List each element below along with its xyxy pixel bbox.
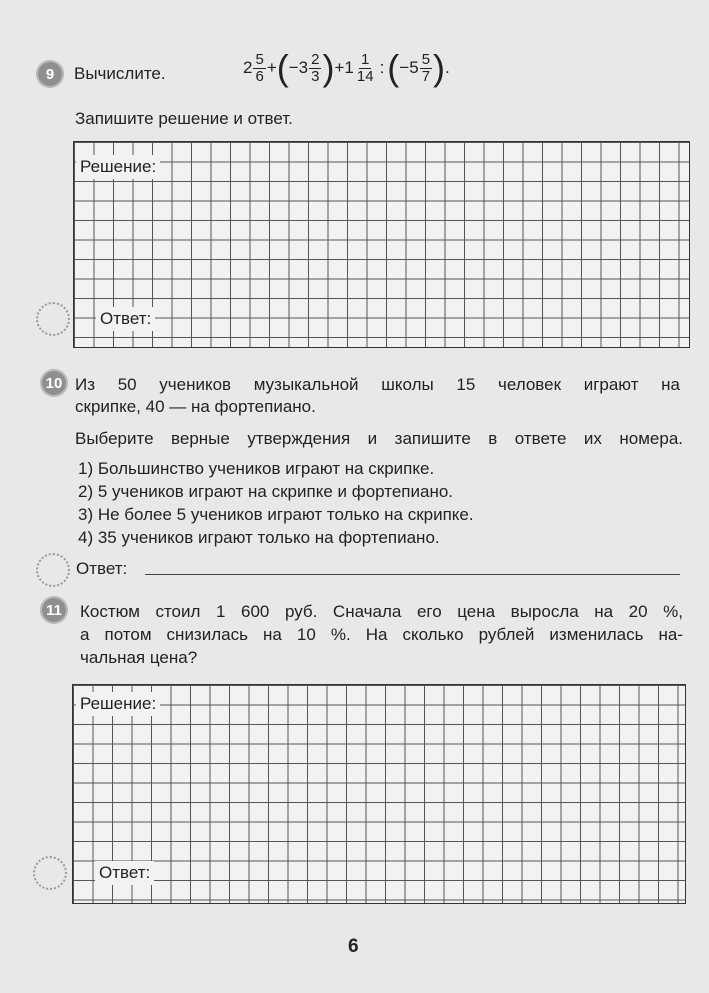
task-9-solution-label: Решение: bbox=[76, 155, 160, 179]
expr-whole-1: 2 bbox=[243, 58, 253, 77]
task-10-option-3: 3) Не более 5 учеников играют только на скрипке. bbox=[78, 505, 474, 524]
task-9-score-circle bbox=[36, 302, 70, 336]
expr-colon: : bbox=[379, 58, 385, 77]
task-10-option-1: 1) Большинство учеников играют на скрипке. bbox=[78, 459, 435, 478]
expr-fraction-1: $\frac{5}{6}$ bbox=[255, 50, 264, 85]
task-9-prompt: Вычислите. bbox=[74, 64, 166, 83]
task-10-number-badge: 10 bbox=[40, 369, 68, 397]
expr-plus-2: +1 bbox=[334, 58, 354, 77]
page-number: 6 bbox=[348, 936, 359, 957]
task-11-solution-grid[interactable] bbox=[72, 684, 686, 904]
task-11-solution-label: Решение: bbox=[76, 692, 160, 716]
task-10-instruction: Выберите верные утверждения и запишите в ответе их номера. bbox=[75, 429, 683, 448]
task-10-answer-line[interactable] bbox=[145, 574, 680, 575]
task-11-text-line-2: а потом снизилась на 10 %. На сколько рублей изменилась на- bbox=[80, 625, 683, 644]
task-9-solution-grid[interactable] bbox=[73, 141, 690, 348]
task-10-text-line-1: Из 50 учеников музыкальной школы 15 человек играют на bbox=[75, 375, 680, 394]
task-9-number-badge: 9 bbox=[36, 60, 64, 88]
expr-fraction-2: $\frac{2}{3}$ bbox=[311, 50, 320, 85]
task-9-answer-label: Ответ: bbox=[96, 307, 155, 331]
task-11-answer-label: Ответ: bbox=[95, 861, 154, 885]
task-10-score-circle bbox=[36, 553, 70, 587]
task-10-text-line-2: скрипке, 40 — на фортепиано. bbox=[75, 397, 316, 416]
task-9-instruction: Запишите решение и ответ. bbox=[75, 109, 293, 128]
task-11-text-line-3: чальная цена? bbox=[80, 648, 198, 667]
expr-fraction-4: $\frac{5}{7}$ bbox=[421, 50, 431, 85]
expr-dot: . bbox=[445, 58, 450, 77]
task-11-number-badge: 11 bbox=[40, 596, 68, 624]
expr-fraction-3: $\frac{1}{14}$ bbox=[356, 50, 374, 85]
task-10-answer-label: Ответ: bbox=[76, 559, 128, 578]
task-10-option-2: 2) 5 учеников играют на скрипке и фортепиано. bbox=[78, 482, 454, 501]
task-9-expression: 2 $\frac{5}{6}$ + ( −3 $\frac{2}{3}$ ) +1 $\frac{1}{14}$ : ( −5 $\frac{5}{7}$ ) . bbox=[243, 47, 450, 88]
expr-whole-4: −5 bbox=[399, 58, 419, 77]
task-10-option-4: 4) 35 учеников играют только на фортепиано. bbox=[78, 528, 440, 547]
expr-whole-2: −3 bbox=[288, 58, 309, 77]
task-11-score-circle bbox=[33, 856, 67, 890]
task-11-text-line-1: Костюм стоил 1 600 руб. Сначала его цена выросла на 20 %, bbox=[80, 602, 683, 621]
expr-plus-1: + bbox=[266, 58, 277, 77]
